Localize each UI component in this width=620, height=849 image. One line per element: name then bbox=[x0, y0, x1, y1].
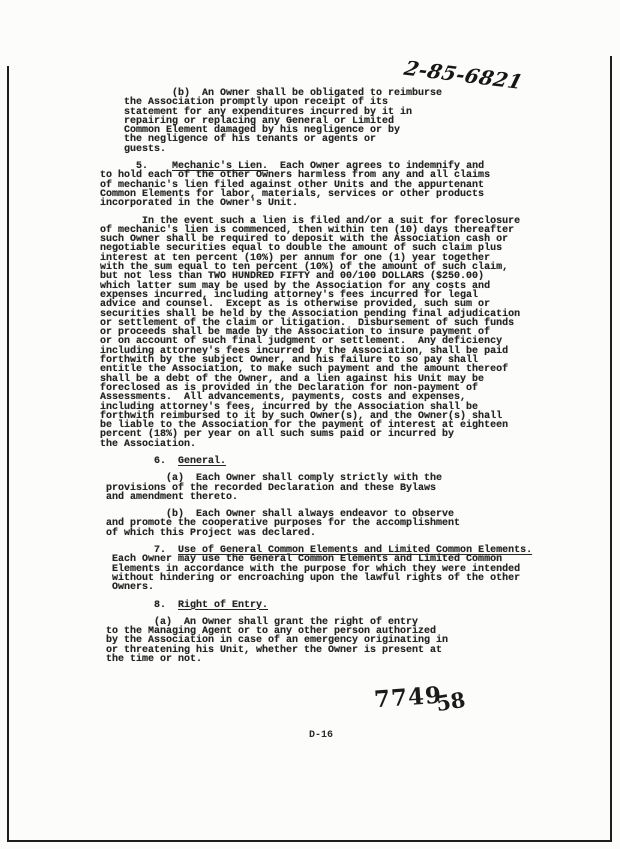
scan-border-right bbox=[610, 56, 612, 842]
text-line: Elements in accordance with the purpose for which they were intended bbox=[100, 563, 521, 575]
text-line: Owners. bbox=[100, 582, 155, 594]
text-line: securities shall be held by the Association pending final adjudication bbox=[100, 308, 521, 320]
text-line: of mechanic's lien is commenced, then within ten (10) days thereafter bbox=[100, 224, 515, 236]
text-line: foreclosed as is provided in the Declaration for non-payment of bbox=[100, 382, 479, 394]
text-line: including attorney's fees, incurred by the Association shall be bbox=[100, 401, 479, 413]
text-line: statement for any expenditures incurred by it in bbox=[100, 106, 413, 118]
section-8-heading bbox=[100, 601, 540, 610]
text-line: and promote the cooperative purposes for the accomplishment bbox=[100, 518, 461, 530]
section-5-foreclosure-paragraph bbox=[100, 217, 540, 449]
text-line: Common Elements for labor, materials, services or other products bbox=[100, 188, 485, 200]
text-line: to hold each of the other Owners harmless from any and all claims bbox=[100, 170, 491, 182]
text-line: with the sum equal to ten percent (10%) of the amount of such claim, bbox=[100, 262, 509, 274]
text-line: without hindering or encroaching upon the lawful rights of the other bbox=[100, 572, 521, 584]
text-line: the Association. bbox=[100, 438, 197, 450]
text-line: including attorney's fees incurred by the Association, shall be paid bbox=[100, 345, 509, 357]
text-line: to the Managing Agent or to any other person authorized bbox=[100, 626, 437, 638]
text-line: repairing or replacing any General or Limited bbox=[100, 115, 395, 127]
text-line: 5. Mechanic's Lien. Each Owner agrees to indemnify and bbox=[100, 161, 485, 173]
text-line: 8. Right of Entry. bbox=[100, 599, 269, 611]
text-line: expenses incurred, including attorney's fees incurred for legal bbox=[100, 289, 479, 301]
text-line: In the event such a lien is filed and/or a suit for foreclosure bbox=[100, 215, 521, 227]
section-5-mechanics-lien bbox=[100, 162, 540, 208]
text-line: of which this Project was declared. bbox=[100, 527, 317, 539]
text-line: negotiable securities equal to double the amount of such claim plus bbox=[100, 243, 503, 255]
stamped-number-7749: 7749 bbox=[373, 681, 443, 714]
text-line: the time or not. bbox=[100, 654, 203, 666]
text-line: or on account of such final judgment or settlement. Any deficiency bbox=[100, 336, 503, 348]
text-line: Each Owner may use the General Common Elements and Limited Common bbox=[100, 554, 503, 566]
section-6-paragraph-b bbox=[100, 510, 540, 538]
text-line: but not less than TWO HUNDRED FIFTY and 00/100 DOLLARS ($250.00) bbox=[100, 271, 485, 283]
text-line: 6. General. bbox=[100, 455, 227, 467]
section-6-heading bbox=[100, 457, 540, 466]
page-number: D-16 bbox=[309, 730, 334, 741]
text-line: or settlement of the claim or litigation. Disbursement of such funds bbox=[100, 317, 515, 329]
text-line: (a) Each Owner shall comply strictly with the bbox=[100, 473, 443, 485]
text-line: be liable to the Association for the payment of interest at eighteen bbox=[100, 420, 509, 432]
document-text-column bbox=[100, 89, 540, 672]
text-line: (b) Each Owner shall always endeavor to observe bbox=[100, 509, 455, 521]
text-line: (b) An Owner shall be obligated to reimburse bbox=[100, 88, 443, 99]
text-line: forthwith by the subject Owner, and his failure to so pay shall bbox=[100, 355, 479, 367]
scan-border-bottom bbox=[7, 840, 612, 842]
text-line: Assessments. All advancements, payments, costs and expenses, bbox=[100, 392, 467, 404]
text-line: or proceeds shall be made by the Association to insure payment of bbox=[100, 327, 491, 339]
text-line: percent (18%) per year on all such sums paid or incurred by bbox=[100, 429, 455, 441]
text-line: guests. bbox=[100, 143, 167, 155]
text-line: shall be a debt of the Owner, and a lien against his Unit may be bbox=[100, 373, 485, 385]
section-8-paragraph-a bbox=[100, 618, 540, 664]
scan-border-left bbox=[7, 66, 9, 842]
stamped-number-58: 58 bbox=[434, 686, 468, 717]
section-6-paragraph-a bbox=[100, 474, 540, 502]
text-line: 7. Use of General Common Elements and Limited Common Elements. bbox=[100, 545, 533, 557]
text-line: forthwith reimbursed to it by such Owner(s), and the Owner(s) shall bbox=[100, 410, 503, 422]
text-line: of mechanic's lien filed against other Units and the appurtenant bbox=[100, 179, 485, 191]
text-line: the negligence of his tenants or agents or bbox=[100, 134, 377, 146]
handwritten-docket-number: 2-85-6821 bbox=[401, 56, 526, 94]
text-line: entitle the Association, to make such payment and the amount thereof bbox=[100, 364, 509, 376]
section-7-use-of-common-elements bbox=[100, 546, 540, 592]
text-line: the Association promptly upon receipt of its bbox=[100, 97, 389, 109]
text-line: or threatening his Unit, whether the Owner is present at bbox=[100, 644, 443, 656]
text-line: advice and counsel. Except as is otherwise provided, such sum or bbox=[100, 299, 491, 311]
text-line: interest at ten percent (10%) per annum for one (1) year together bbox=[100, 252, 491, 264]
text-line: such Owner shall be required to deposit with the Association cash or bbox=[100, 234, 509, 246]
text-line: provisions of the recorded Declaration and these Bylaws bbox=[100, 482, 437, 494]
text-line: by the Association in case of an emergency originating in bbox=[100, 635, 449, 647]
text-line: and amendment thereto. bbox=[100, 491, 239, 503]
text-line: incorporated in the Owner's Unit. bbox=[100, 198, 299, 210]
text-line: which latter sum may be used by the Association for any costs and bbox=[100, 280, 491, 292]
text-line: Common Element damaged by his negligence or by bbox=[100, 125, 401, 137]
text-line: (a) An Owner shall grant the right of entry bbox=[100, 616, 419, 628]
paragraph-b-reimburse bbox=[100, 89, 540, 154]
